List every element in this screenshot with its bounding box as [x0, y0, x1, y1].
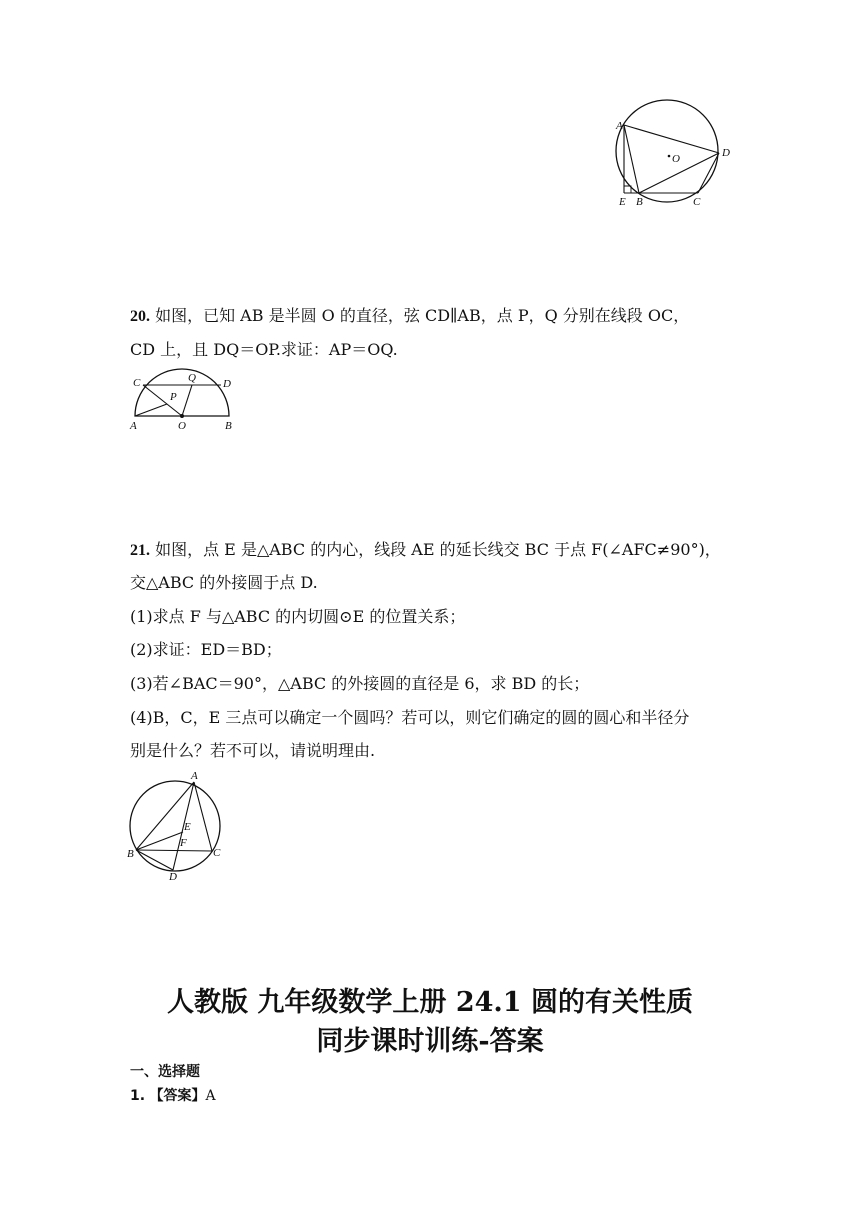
label-c: C — [133, 377, 141, 389]
segment-dc — [698, 153, 719, 193]
figure-20 — [126, 368, 241, 433]
label-b: B — [225, 420, 232, 432]
q21-part1: (1)求点 F 与△ABC 的内切圆⊙E 的位置关系； — [130, 607, 466, 626]
segment-ab — [624, 125, 639, 193]
q21-part4-cont: 别是什么？若不可以，请说明理由. — [130, 741, 376, 760]
q21-line2: 交△ABC 的外接圆于点 D. — [130, 573, 318, 592]
label-d: D — [223, 378, 231, 390]
semicircle — [135, 369, 229, 416]
q21-part3: (3)若∠BAC＝90°，△ABC 的外接圆的直径是 6，求 BD 的长； — [130, 674, 590, 693]
label-d: D — [169, 871, 177, 883]
q20-line2: CD 上，且 DQ＝OP.求证：AP＝OQ. — [130, 340, 398, 359]
answer-1 — [130, 1085, 216, 1105]
label-c: C — [693, 196, 701, 208]
label-p: P — [170, 391, 177, 403]
center-dot — [668, 155, 671, 158]
label-c: C — [213, 847, 221, 859]
label-b: B — [127, 848, 134, 860]
label-q: Q — [188, 372, 196, 384]
right-angle-mark — [624, 186, 631, 193]
answer-1-tag: 【答案】 — [149, 1088, 206, 1104]
q21-part2: (2)求证：ED＝BD； — [130, 640, 282, 659]
label-o: O — [178, 420, 186, 432]
segment-bd — [136, 850, 173, 870]
segment-oq — [182, 385, 192, 416]
segment-bc — [136, 850, 212, 851]
answer-1-value: A — [205, 1088, 216, 1104]
center-dot — [180, 414, 184, 418]
answer-title-line2: 同步课时训练-答案 — [316, 1026, 544, 1057]
q20-text-1: 如图，已知 AB 是半圆 O 的直径，弦 CD∥AB，点 P，Q 分别在线段 OC， — [155, 306, 690, 325]
figure-21 — [124, 766, 234, 884]
label-a: A — [616, 120, 623, 132]
label-a: A — [130, 420, 137, 432]
label-b: B — [636, 196, 643, 208]
segment-ac — [194, 782, 212, 851]
figure-19 — [612, 98, 742, 213]
label-f: F — [180, 837, 187, 849]
q21-part4: (4)B，C，E 三点可以确定一个圆吗？若可以，则它们确定的圆的圆心和半径分 — [130, 708, 690, 727]
q20-line1 — [130, 306, 689, 327]
q21-number: 21. — [130, 542, 150, 559]
answer-1-number: 1. — [130, 1088, 146, 1104]
segment-ap — [135, 404, 167, 416]
q21-line1 — [130, 540, 721, 561]
label-d: D — [722, 147, 730, 159]
label-e: E — [184, 821, 191, 833]
segment-ad — [624, 125, 719, 153]
label-e: E — [619, 196, 626, 208]
answer-title-line1: 人教版 九年级数学上册 24.1 圆的有关性质 — [167, 987, 693, 1018]
label-a: A — [191, 770, 198, 782]
section-heading: 一、选择题 — [130, 1064, 200, 1080]
circumcircle — [130, 781, 220, 871]
q21-text-1: 如图，点 E 是△ABC 的内心，线段 AE 的延长线交 BC 于点 F(∠AFC≠90°)， — [155, 540, 721, 559]
label-o: O — [672, 153, 680, 165]
q20-number: 20. — [130, 308, 150, 325]
